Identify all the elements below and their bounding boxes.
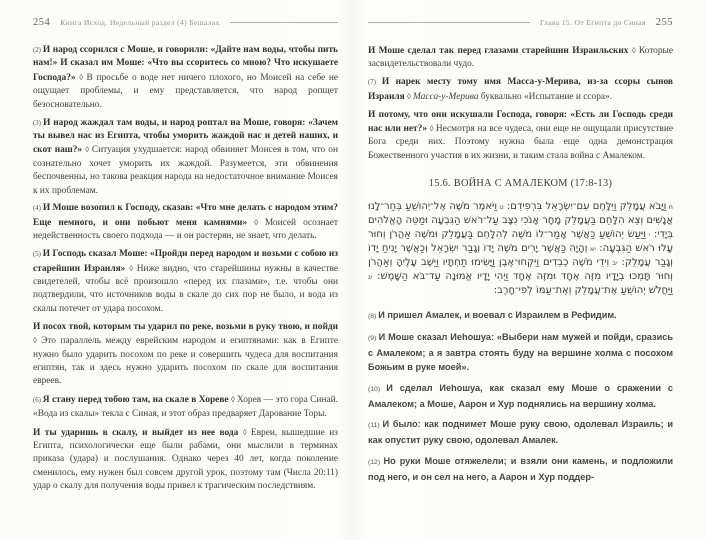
verse-number: (11) bbox=[368, 422, 383, 430]
text-run: וַיֹּאמֶר מֹשֶׁה אֶל־יְהוֹשֻׁעַ בְּחַר־לָנוּ אֲנָשִׁים וְצֵא הִלָּחֵם בַּעֲמָלֵק מָחָר אָנֹכִי נִצָּב עַל־רֹאשׁ הַגִּבְעָה וּמַטֵּה הָאֱלֹהִים בְּיָדִי: bbox=[368, 201, 673, 240]
text-run: И Господь сказал Моше: «Пройди перед народом и возьми с собою из старейшин Израиля» bbox=[33, 249, 339, 274]
translation-verse-9 bbox=[368, 330, 673, 374]
text-run: В просьбе о воде нет ничего плохого, но Моисей на себе не ощущает проблемы, и ему представляется, что народ ропщет безосновательно. bbox=[33, 72, 338, 110]
text-run: וְהָיָה כַּאֲשֶׁר יָרִים מֹשֶׁה יָדוֹ וְגָבַר יִשְׂרָאֵל וְכַאֲשֶׁר יָנִיחַ יָדוֹ וְגָבַר עֲמָלֵק: bbox=[368, 242, 673, 269]
text-run: Моисей осознает недейственность своего подхода — и он растерян, не знает, что делать. bbox=[33, 217, 339, 242]
verse-number: (5) bbox=[33, 251, 43, 259]
text-run: И потому, что они искушали Господа, говоря: «Есть ли Господь среди нас или нет?» bbox=[368, 109, 673, 135]
text-run: И сделал Иеhошуа, как сказал ему Моше о сражении с Амалеком; а Моше, Аарон и Хур поднялись на вершину холма. bbox=[368, 382, 673, 409]
verse-number: (12) bbox=[368, 458, 384, 466]
text-run: И ты ударишь в скалу, и выйдет из нее вода bbox=[33, 427, 243, 438]
commentary-column-left bbox=[33, 44, 338, 494]
text-run: Ниже видно, что старейшины нужны в качестве свидетелей, чтобы всё произошло «перед их глазами», т.е. чтобы они подтвердили, что источников воды в скале до сих пор не было, и вода из скалы потечет от удара посохом. bbox=[33, 263, 338, 314]
torah-hebrew-text bbox=[368, 200, 673, 297]
text-run: Но руки Моше отяжелели; и взяли они камень, и подложили под него, и он сел на него, а Аарон и Хур поддер- bbox=[368, 455, 673, 482]
page-number-left: 254 bbox=[33, 17, 51, 28]
hebrew-verse-letter: ט bbox=[497, 203, 504, 212]
verse-number: (4) bbox=[33, 205, 43, 213]
text-run: буквально «Испытание и ссора». bbox=[478, 91, 613, 102]
translation-verse-10 bbox=[368, 381, 673, 411]
translation-verse-8 bbox=[368, 308, 673, 324]
text-run: וַיָּבֹא עֲמָלֵק וַיִּלָּחֶם עִם־יִשְׂרָאֵל בִּרְפִידִם: bbox=[503, 201, 667, 213]
verse-commentary-7 bbox=[368, 76, 673, 104]
hebrew-verse-letter: ח bbox=[666, 203, 673, 212]
text-run: וִידֵי מֹשֶׁה כְבֵדִים וַיִּקְחוּ־אֶבֶן וַיָּשִׂימוּ תַחְתָּיו וַיֵּשֶׁב עָלֶיהָ וְאַהֲרֹן וְחוּר תָּמְכוּ בְיָדָיו מִזֶּה אֶחָד וּמִזֶּה אֶחָד וַיְהִי יָדָיו אֱמוּנָה עַד־בֹּא הַשָּׁמֶשׁ: bbox=[368, 257, 673, 283]
running-head-title-left: Книга Исход. Недельный раздел (4) Бешалах bbox=[60, 18, 220, 27]
verse-number: (8) bbox=[368, 312, 379, 320]
text-run: Я стану перед тобою там, на скале в Хореве bbox=[42, 395, 231, 406]
text-run: И Моше сказал Иеhошуа: «Выбери нам мужей и пойди, сразись с Амалеком; а я завтра стоять буду на вершине холма с посохом Божьим в руке моей». bbox=[368, 332, 673, 373]
text-run: И пришел Амалек, и воевал с Израилем в Рефидим. bbox=[378, 309, 617, 320]
verse-commentary-7b bbox=[368, 109, 673, 164]
running-head-right bbox=[368, 16, 673, 29]
text-run: И народ ссорился с Моше, и говорили: «Дайте нам воды, чтобы пить нам!» И сказал им Моше: «Что вы ссоритесь со мною? Что искушаете Господа?» bbox=[33, 45, 339, 83]
verse-number: (3) bbox=[33, 119, 44, 127]
commentary-separator-diamond: ◊ bbox=[429, 124, 436, 134]
verse-number: (10) bbox=[368, 385, 387, 393]
header-rule-left bbox=[230, 22, 338, 23]
verse-number: (9) bbox=[368, 335, 379, 343]
text-run: Евреи, вышедшие из Египта, психологически еще были рабами, они мыслили в терминах приказа (удара) и послушания. Однако через 40 лет, когда поколение сменилось, ему нужен был совсем другой урок, поэтому там (Числа 20:11) удар о скалу для получения воды привел к трагическим последствиям. bbox=[33, 427, 338, 492]
verse-number: (7) bbox=[368, 79, 382, 87]
section-heading: 15.6. ВОЙНА С АМАЛЕКОМ (17:8-13) bbox=[428, 178, 613, 190]
text-run: Которые засвидетельствовали чудо. bbox=[368, 46, 674, 70]
running-head-left bbox=[33, 16, 338, 29]
text-run: Несмотря на все чудеса, они еще не ощущали присутствие Бога среди них. Поэтому нужна была еще одна демонстрация Божественного участия в их жизни, и таким стала война с Амалеком. bbox=[368, 124, 674, 161]
page-255 bbox=[353, 0, 706, 540]
text-run: И нарек месту тому имя Масса-у-Мерива, из-за ссоры сынов Израиля bbox=[368, 77, 673, 102]
text-run: И посох твой, которым ты ударил по реке, возьми в руку твою, и пойди bbox=[33, 321, 338, 332]
text-run: Ситуация ухудшается: народ обвиняет Моисея в том, что он сознательно хочет уморить их жаждой. Разумеется, эти обвинения беспочвенны, но такова реакция народа на недостаточное внимание Моисея к их проблемам. bbox=[33, 145, 338, 196]
verse-number: (6) bbox=[33, 397, 43, 405]
commentary-separator-diamond: ◊ bbox=[242, 427, 251, 437]
text-run: И Моше сделал так перед глазами старейшин Израильских bbox=[368, 46, 632, 56]
text-run: Это параллель между еврейским народом и египтянами: как в Египте нужно было ударить посохом по реке и совершить чудеса для воспитания египтян, так и здесь нужно ударить посохом по скале для воспитания евреев. bbox=[33, 336, 338, 387]
commentary-separator-diamond: ◊ bbox=[254, 217, 265, 227]
text-run: Масса-у-Мерива bbox=[413, 91, 479, 102]
commentary-separator-diamond: ◊ bbox=[129, 263, 137, 273]
hebrew-verse-letter: יג bbox=[368, 273, 373, 282]
commentary-separator-diamond: ◊ bbox=[230, 395, 238, 405]
verse-commentary-5b bbox=[33, 321, 338, 389]
commentary-column-right-top bbox=[368, 44, 673, 163]
commentary-separator-diamond: ◊ bbox=[33, 336, 42, 346]
hebrew-verse-letter: יב bbox=[609, 259, 618, 268]
text-run: И Моше возопил к Господу, сказав: «Что мне делать с народом этим? Еще немного, и они побьют меня камнями» bbox=[33, 203, 338, 228]
running-head-title-right: Глава 15. От Египта до Синая bbox=[539, 18, 646, 27]
text-run: И народ жаждал там воды, и народ роптал на Моше, говоря: «Зачем ты вывел нас из Египта, чтобы уморить жаждой нас и детей наших, и скот наш?» bbox=[33, 117, 338, 156]
hebrew-verse-letter: י bbox=[646, 230, 651, 239]
text-run: וַיַּחֲלֹשׁ יְהוֹשֻׁעַ אֶת־עֲמָלֵק וְאֶת־עַמּוֹ לְפִי־חָרֶב: bbox=[493, 285, 673, 297]
verse-commentary-6b bbox=[33, 426, 338, 494]
commentary-separator-diamond: ◊ bbox=[79, 72, 87, 82]
commentary-separator-diamond: ◊ bbox=[631, 46, 639, 55]
page-number-right: 255 bbox=[655, 17, 673, 28]
verse-commentary-2 bbox=[33, 44, 338, 112]
translation-verse-11 bbox=[368, 417, 673, 447]
translation-verses-block bbox=[368, 308, 673, 484]
text-run: Хорев — это гора Синай. «Вода из скалы» текла с Синая, и этот образ предваряет Дарование Торы. bbox=[33, 395, 338, 419]
text-run: וַיַּעַשׂ יְהוֹשֻׁעַ כַּאֲשֶׁר אָמַר־לוֹ מֹשֶׁה לְהִלָּחֵם בַּעֲמָלֵק וּמֹשֶׁה אַהֲרֹן וְחוּר עָלוּ רֹאשׁ הַגִּבְעָה: bbox=[368, 228, 673, 254]
verse-commentary-5 bbox=[33, 248, 338, 316]
header-rule-right bbox=[368, 22, 530, 23]
translation-verse-12 bbox=[368, 454, 673, 484]
commentary-separator-diamond: ◊ bbox=[407, 91, 413, 101]
verse-commentary-6 bbox=[33, 393, 338, 421]
verse-commentary-6c bbox=[368, 44, 673, 72]
verse-commentary-4 bbox=[33, 202, 338, 243]
verse-commentary-3 bbox=[33, 117, 338, 198]
verse-number: (2) bbox=[33, 47, 43, 54]
text-run: И было: как поднимет Моше руку свою, одолевал Израиль; и как опустит руку свою, одолевал Амалек. bbox=[368, 419, 673, 446]
hebrew-verse-letter: יא bbox=[587, 244, 596, 253]
commentary-separator-diamond: ◊ bbox=[85, 145, 92, 155]
hebrew-scripture-block bbox=[368, 200, 673, 297]
